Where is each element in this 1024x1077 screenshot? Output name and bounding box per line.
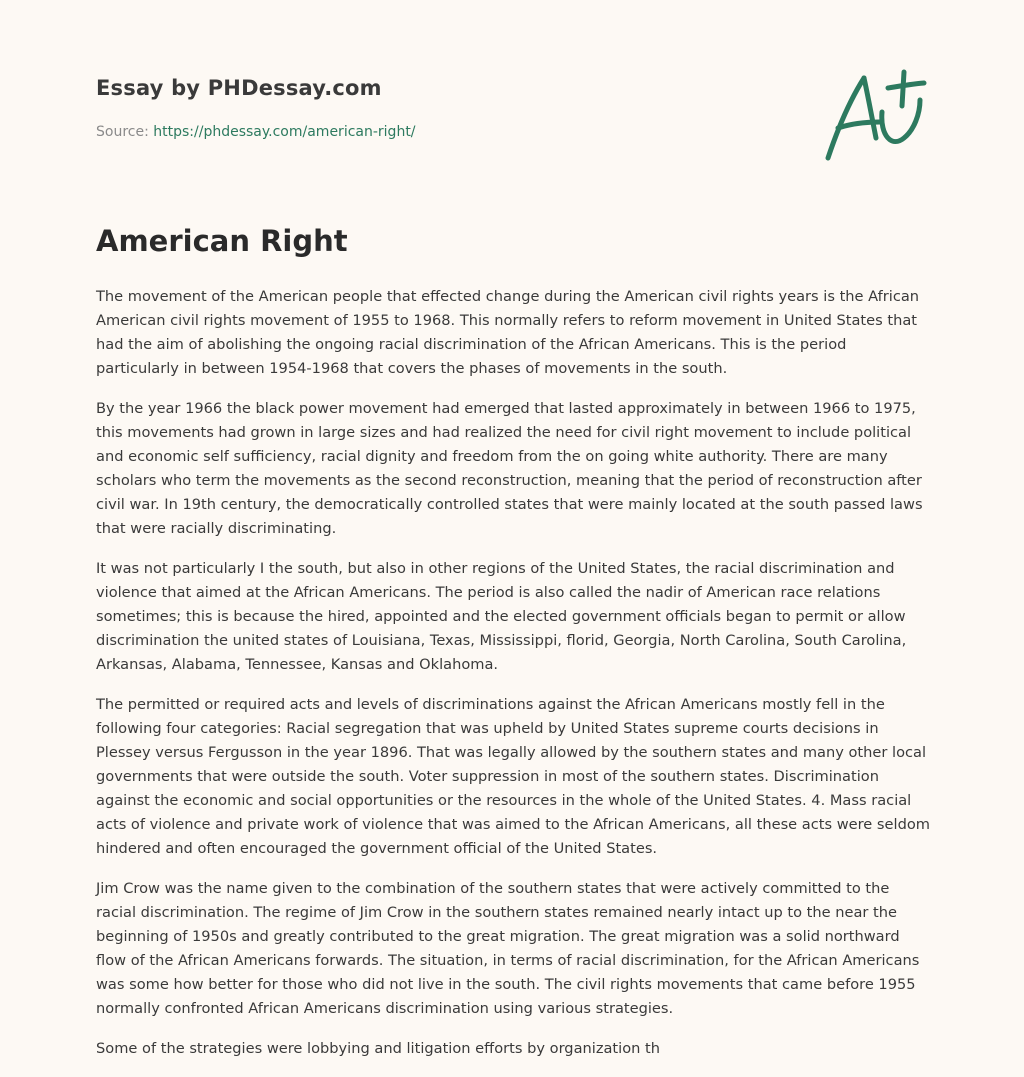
essay-paragraph: Jim Crow was the name given to the combination of the southern states that were actively committed to the racial discrimination. The regime of Jim Crow in the southern states remained nearly intact up to the near the beginning of 1950s and greatly contributed to the great migration. The great migration was a solid northward flow of the African Americans forwards. The situation, in terms of racial discrimination, for the African Americans was some how better for those who did not live in the south. The civil rights movements that came before 1955 normally confronted African Americans discrimination using various strategies. <box>96 880 920 1017</box>
essay-paragraph: The movement of the American people that effected change during the American civil rights years is the African American civil rights movement of 1955 to 1968. This normally refers to reform movement in United States that had the aim of abolishing the ongoing racial discrimination of the African Americans. This is the period particularly in between 1954-1968 that covers the phases of movements in the south. <box>96 288 920 377</box>
a-plus-grade-icon <box>820 66 930 166</box>
essay-paragraph: Some of the strategies were lobbying and litigation efforts by organization th <box>96 1040 660 1057</box>
essay-paragraph: It was not particularly I the south, but also in other regions of the United States, the racial discrimination and violence that aimed at the African Americans. The period is also called the nadir of American race relations sometimes; this is because the hired, appointed and the elected government officials began to permit or allow discrimination the united states of Louisiana, Texas, Mississippi, florid, Georgia, North Carolina, South Carolina, Arkansas, Alabama, Tennessee, Kansas and Oklahoma. <box>96 560 907 673</box>
essay-paragraph: The permitted or required acts and levels of discriminations against the African Americans mostly fell in the following four categories: Racial segregation that was upheld by United States supreme courts decisions in Plessey versus Fergusson in the year 1896. That was legally allowed by the southern states and many other local governments that were outside the south. Voter suppression in most of the southern states. Discrimination against the economic and social opportunities or the resources in the whole of the United States. 4. Mass racial acts of violence and private work of violence that was aimed to the African Americans, all these acts were seldom hindered and often encouraged the government official of the United States. <box>96 696 930 857</box>
source-line <box>96 124 416 140</box>
essay-body <box>96 285 930 1077</box>
source-label: Source: <box>96 124 149 140</box>
essay-title: American Right <box>96 224 348 258</box>
source-link[interactable]: https://phdessay.com/american-right/ <box>153 124 416 140</box>
site-title: Essay by PHDessay.com <box>96 76 382 100</box>
essay-paragraph: By the year 1966 the black power movement had emerged that lasted approximately in between 1966 to 1975, this movements had grown in large sizes and had realized the need for civil right movement to include political and economic self sufficiency, racial dignity and freedom from the on going white authority. There are many scholars who term the movements as the second reconstruction, meaning that the period of reconstruction after civil war. In 19th century, the democratically controlled states that were mainly located at the south passed laws that were racially discriminating. <box>96 400 923 537</box>
a-plus-logo-svg <box>820 66 930 166</box>
